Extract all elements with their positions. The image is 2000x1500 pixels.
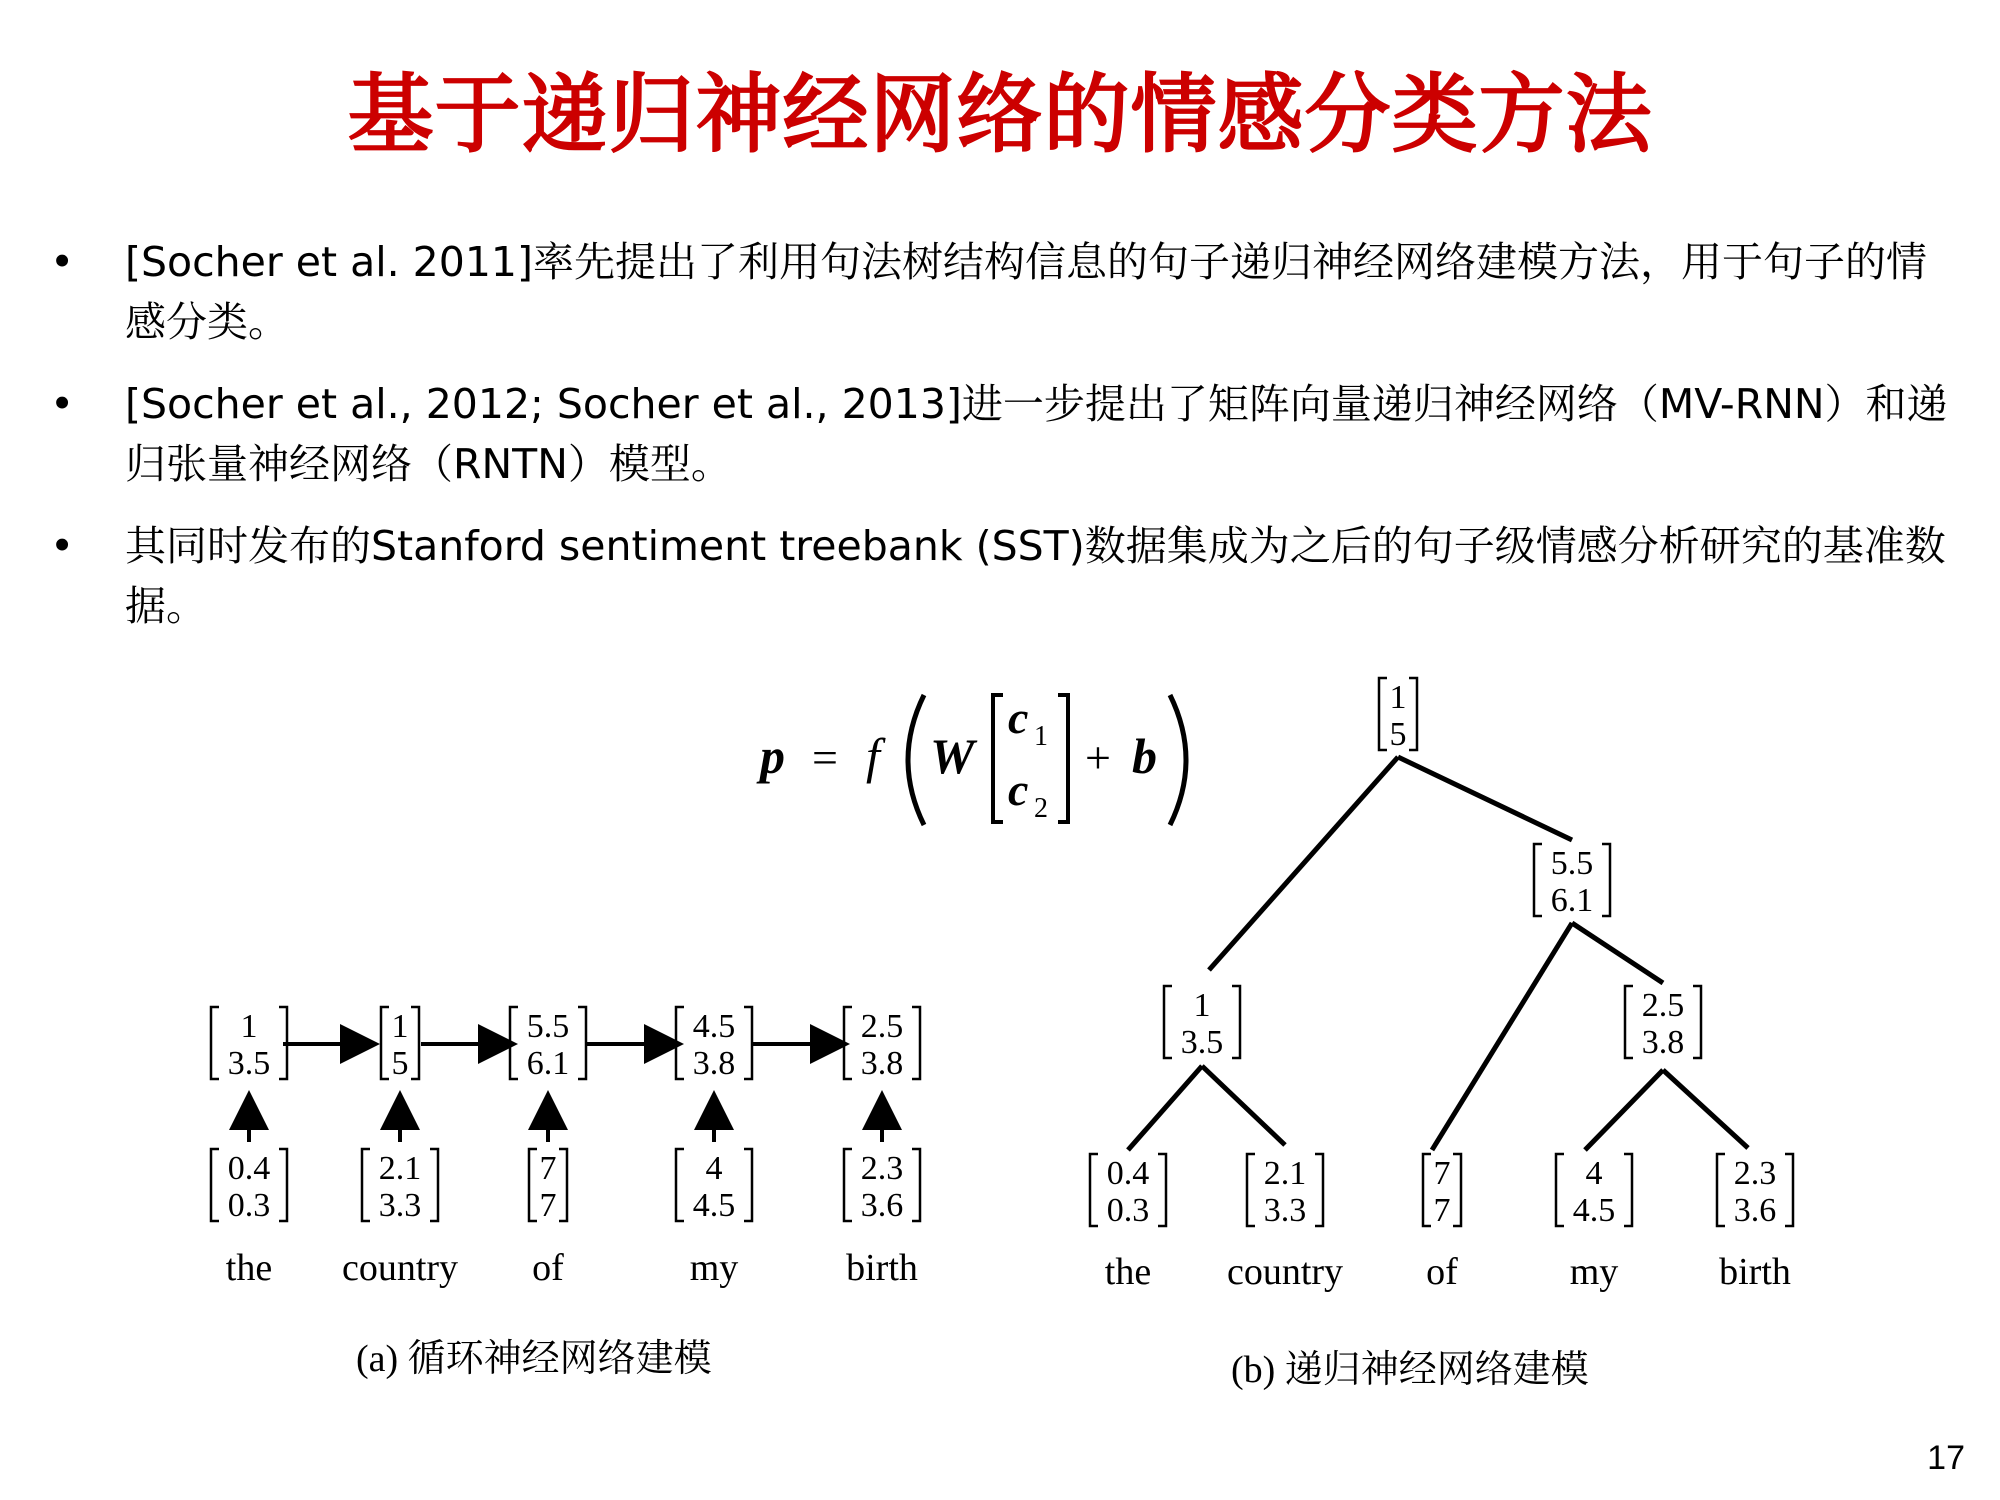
vector-bracket-left: [510, 1007, 518, 1079]
vector-bracket-left: [1247, 1154, 1255, 1226]
tree-edge: [1398, 757, 1572, 840]
vector-value-bottom: 3.6: [1733, 1192, 1777, 1229]
recurrent-input-vector: [211, 1149, 287, 1224]
caption-recursive: (b) 递归神经网络建模: [1231, 1349, 1589, 1391]
vector-bracket-left: [1379, 678, 1387, 750]
tree-leaf-vector: [1556, 1154, 1632, 1229]
formula-c2-sub: 2: [1034, 793, 1048, 824]
vector-value-top: 2.3: [1733, 1155, 1777, 1192]
vector-bracket-left: [211, 1149, 219, 1221]
vector-value-top: 7: [1433, 1155, 1451, 1192]
tree-leaf-vector: [1717, 1154, 1793, 1229]
vector-value-bottom: 3.8: [1641, 1024, 1685, 1061]
vector-value-bottom: 3.6: [860, 1187, 904, 1224]
recurrent-hidden-vector: [381, 1007, 419, 1082]
recurrent-input-vector: [529, 1149, 567, 1224]
vector-value-top: 2.5: [1641, 987, 1685, 1024]
tree-edge: [1209, 757, 1398, 970]
tree-root-vector: [1379, 678, 1417, 753]
vector-value-top: 7: [539, 1150, 557, 1187]
formula-bracket-left: [993, 695, 1003, 822]
vector-bracket-right: [1158, 1154, 1166, 1226]
vector-bracket-left: [529, 1149, 537, 1221]
vector-bracket-right: [279, 1149, 287, 1221]
vector-value-top: 1: [1389, 679, 1407, 716]
vector-value-top: 0.4: [227, 1150, 271, 1187]
tree-node-vector: [1164, 986, 1240, 1061]
vector-bracket-right: [744, 1149, 752, 1221]
tree-edge: [1202, 1066, 1285, 1145]
vector-value-bottom: 5: [391, 1045, 409, 1082]
recurrent-hidden-vector: [676, 1007, 752, 1082]
vector-bracket-left: [844, 1149, 852, 1221]
vector-value-bottom: 4.5: [692, 1187, 736, 1224]
vector-bracket-left: [362, 1149, 370, 1221]
bullet-marker: •: [50, 238, 75, 286]
tree-node-vector: [1625, 986, 1701, 1061]
word-label: birth: [846, 1247, 918, 1289]
vector-value-top: 4: [1585, 1155, 1603, 1192]
vector-bracket-left: [1717, 1154, 1725, 1226]
formula-paren-left: [908, 695, 924, 825]
vector-bracket-left: [676, 1149, 684, 1221]
tree-leaf-vector: [1247, 1154, 1323, 1229]
recurrent-input-vector: [844, 1149, 920, 1224]
bullet-marker: •: [50, 380, 75, 428]
tree-leaf-vector: [1090, 1154, 1166, 1229]
formula-p: p: [760, 728, 785, 784]
tree-edges: [1128, 757, 1748, 1150]
vector-bracket-left: [1423, 1154, 1431, 1226]
vector-value-bottom: 6.1: [526, 1045, 570, 1082]
vector-bracket-right: [1453, 1154, 1461, 1226]
vector-value-top: 5.5: [1550, 845, 1594, 882]
vector-value-bottom: 0.3: [227, 1187, 271, 1224]
vector-value-bottom: 7: [539, 1187, 557, 1224]
tree-leaf-vector: [1423, 1154, 1461, 1229]
formula-plus: +: [1085, 732, 1111, 783]
vector-bracket-right: [1785, 1154, 1793, 1226]
caption-recurrent: (a) 循环神经网络建模: [356, 1338, 712, 1380]
vector-bracket-right: [1315, 1154, 1323, 1226]
formula-b: b: [1132, 728, 1157, 784]
vector-value-bottom: 7: [1433, 1192, 1451, 1229]
recurrent-hidden-vector: [844, 1007, 920, 1082]
vector-bracket-right: [912, 1149, 920, 1221]
vector-value-bottom: 3.3: [378, 1187, 422, 1224]
word-label: of: [1426, 1251, 1458, 1293]
vector-value-top: 2.5: [860, 1008, 904, 1045]
vector-value-bottom: 3.5: [1180, 1024, 1224, 1061]
formula-f: f: [866, 728, 880, 784]
vector-bracket-right: [411, 1007, 419, 1079]
word-label: my: [1569, 1251, 1619, 1293]
vector-value-top: 4.5: [692, 1008, 736, 1045]
tree-node-vector: [1534, 844, 1610, 919]
vector-value-top: 2.3: [860, 1150, 904, 1187]
vector-value-bottom: 3.5: [227, 1045, 271, 1082]
word-label: of: [532, 1247, 564, 1289]
bullet-text: [Socher et al., 2012; Socher et al., 2013]进一步提出了矩阵向量递归神经网络（MV-RNN）和递归张量神经网络（RNTN）模型。: [125, 380, 1948, 488]
formula-paren-right: [1170, 695, 1186, 825]
vector-bracket-left: [211, 1007, 219, 1079]
page-number: 17: [1927, 1439, 1965, 1477]
vector-bracket-right: [578, 1007, 586, 1079]
recurrent-hidden-vector: [510, 1007, 586, 1082]
word-label: my: [689, 1247, 739, 1289]
vector-bracket-left: [381, 1007, 389, 1079]
slide-title: 基于递归神经网络的情感分类方法: [347, 65, 1653, 165]
vector-bracket-right: [912, 1007, 920, 1079]
vector-bracket-right: [1232, 986, 1240, 1058]
vector-value-bottom: 5: [1389, 716, 1407, 753]
vector-value-bottom: 6.1: [1550, 882, 1594, 919]
vector-value-top: 4: [705, 1150, 723, 1187]
vector-value-top: 1: [391, 1008, 409, 1045]
bullet-text: 其同时发布的Stanford sentiment treebank (SST)数据集成为之后的句子级情感分析研究的基准数据。: [125, 522, 1946, 630]
vector-bracket-left: [676, 1007, 684, 1079]
vector-bracket-right: [1409, 678, 1417, 750]
tree-edge: [1585, 1070, 1663, 1150]
formula-equals: =: [812, 732, 838, 783]
vector-value-top: 1: [240, 1008, 258, 1045]
formula-c1: c: [1008, 692, 1029, 743]
vector-bracket-right: [559, 1149, 567, 1221]
word-label: the: [225, 1247, 273, 1289]
recurrent-words: [226, 1247, 918, 1289]
recursive-words: [1105, 1251, 1791, 1293]
vector-value-top: 2.1: [378, 1150, 422, 1187]
vector-bracket-left: [1090, 1154, 1098, 1226]
word-label: birth: [1719, 1251, 1791, 1293]
formula-bracket-right: [1058, 695, 1068, 822]
vector-value-top: 1: [1193, 987, 1211, 1024]
vector-bracket-right: [1624, 1154, 1632, 1226]
vector-value-top: 0.4: [1106, 1155, 1150, 1192]
formula-W: W: [930, 728, 975, 784]
vector-bracket-left: [1534, 844, 1542, 916]
vector-value-bottom: 4.5: [1572, 1192, 1616, 1229]
vector-bracket-right: [1693, 986, 1701, 1058]
vector-value-bottom: 3.8: [860, 1045, 904, 1082]
word-label: the: [1104, 1251, 1152, 1293]
formula-c1-sub: 1: [1034, 721, 1048, 752]
tree-edge: [1663, 1070, 1748, 1148]
vector-bracket-left: [844, 1007, 852, 1079]
tree-edge: [1572, 923, 1663, 983]
tree-edge: [1432, 923, 1572, 1150]
composition-formula: [756, 692, 1186, 825]
vector-value-bottom: 0.3: [1106, 1192, 1150, 1229]
vector-bracket-left: [1625, 986, 1633, 1058]
vector-value-bottom: 3.8: [692, 1045, 736, 1082]
bullet-marker: •: [50, 522, 75, 570]
vector-bracket-left: [1556, 1154, 1564, 1226]
vector-bracket-right: [1602, 844, 1610, 916]
recurrent-hidden-vector: [211, 1007, 287, 1082]
vector-bracket-left: [1164, 986, 1172, 1058]
vector-value-bottom: 3.3: [1263, 1192, 1307, 1229]
vector-value-top: 2.1: [1263, 1155, 1307, 1192]
word-label: country: [341, 1247, 459, 1289]
recurrent-input-vector: [676, 1149, 752, 1224]
vector-bracket-right: [430, 1149, 438, 1221]
word-label: country: [1226, 1251, 1344, 1293]
formula-c2: c: [1008, 764, 1029, 815]
vector-value-top: 5.5: [526, 1008, 570, 1045]
recurrent-input-vector: [362, 1149, 438, 1224]
tree-edge: [1128, 1066, 1202, 1150]
bullet-text: [Socher et al. 2011]率先提出了利用句法树结构信息的句子递归神经网络建模方法，用于句子的情感分类。: [125, 238, 1927, 346]
vector-bracket-right: [744, 1007, 752, 1079]
